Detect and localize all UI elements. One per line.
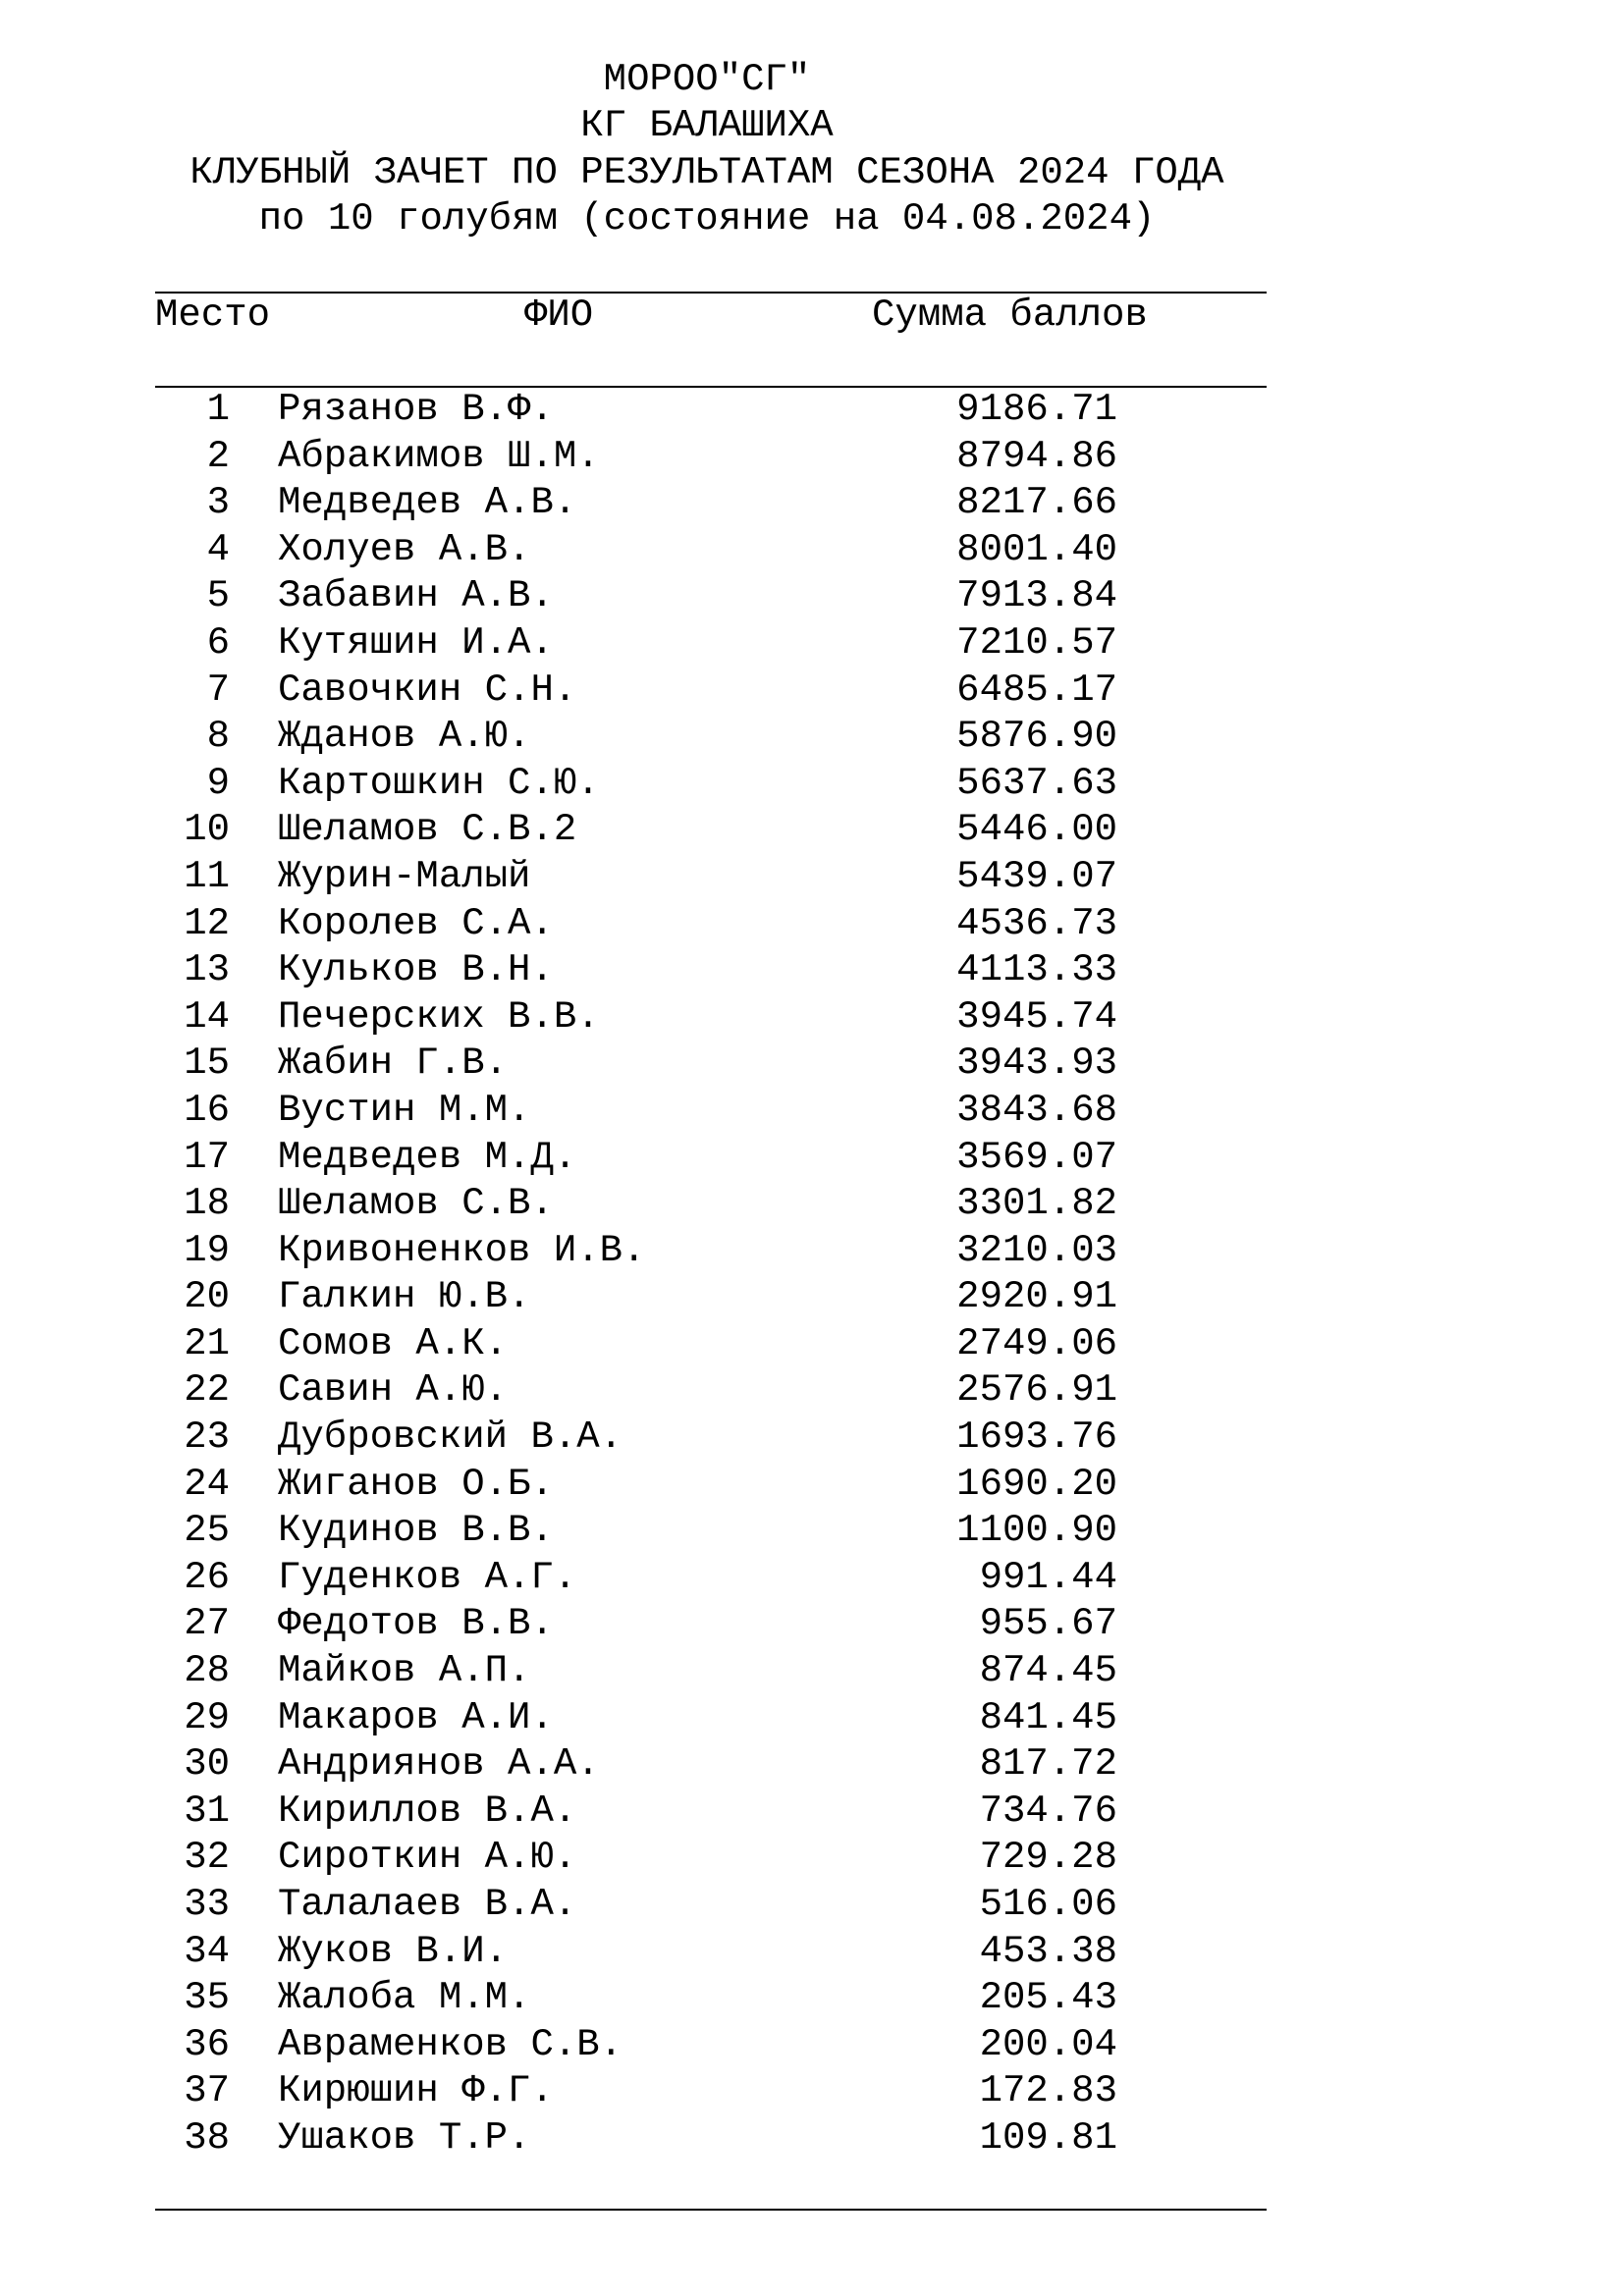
- name-cell: Федотов В.В.: [278, 1602, 554, 1646]
- place-cell: 36: [184, 2022, 230, 2066]
- table-row: [0, 1975, 1624, 2022]
- place-cell: 7: [206, 667, 230, 712]
- name-cell: Шеламов С.В.: [278, 1182, 554, 1226]
- name-cell: Талалаев В.А.: [278, 1883, 577, 1926]
- org-title: МОРОО"СГ": [603, 58, 811, 101]
- place-cell: 29: [184, 1695, 230, 1739]
- place-cell: 3: [206, 481, 230, 525]
- score-cell: 874.45: [979, 1649, 1117, 1693]
- table-row: [0, 1462, 1624, 1509]
- name-cell: Холуев А.В.: [278, 527, 531, 571]
- table-row: [0, 1648, 1624, 1695]
- table-row: [0, 994, 1624, 1041]
- name-cell: Андриянов А.А.: [278, 1742, 600, 1787]
- name-cell: Ушаков Т.Р.: [278, 2115, 531, 2160]
- place-cell: 17: [184, 1135, 230, 1179]
- table-row: [0, 761, 1624, 808]
- score-cell: 5439.07: [956, 854, 1117, 898]
- score-cell: 2576.91: [956, 1368, 1117, 1413]
- name-cell: Жданов А.Ю.: [278, 715, 531, 759]
- table-row: [0, 2022, 1624, 2069]
- name-cell: Кривоненков И.В.: [278, 1228, 646, 1272]
- score-cell: 3210.03: [956, 1228, 1117, 1272]
- name-cell: Жалоба М.М.: [278, 1976, 531, 2020]
- name-cell: Забавин А.В.: [278, 574, 554, 618]
- club-title: КГ БАЛАШИХА: [580, 104, 834, 147]
- score-cell: 4113.33: [956, 948, 1117, 992]
- name-cell: Шеламов С.В.2: [278, 808, 577, 852]
- place-cell: 34: [184, 1929, 230, 1973]
- place-cell: 38: [184, 2115, 230, 2160]
- score-cell: 5876.90: [956, 715, 1117, 759]
- name-cell: Дубровский В.А.: [278, 1415, 623, 1460]
- table-row: [0, 807, 1624, 854]
- column-header-name: ФИО: [524, 294, 594, 337]
- name-cell: Кутяшин И.А.: [278, 620, 554, 665]
- name-cell: Печерских В.В.: [278, 994, 600, 1039]
- bottom-divider: [155, 2209, 1267, 2211]
- table-row: [0, 1929, 1624, 1976]
- score-cell: 3301.82: [956, 1182, 1117, 1226]
- score-cell: 8794.86: [956, 434, 1117, 478]
- table-row: [0, 1274, 1624, 1321]
- table-row: [0, 901, 1624, 948]
- place-cell: 11: [184, 854, 230, 898]
- score-cell: 3943.93: [956, 1041, 1117, 1086]
- table-row: [0, 387, 1624, 434]
- table-row: [0, 2068, 1624, 2115]
- place-cell: 8: [206, 715, 230, 759]
- score-cell: 2920.91: [956, 1275, 1117, 1319]
- score-cell: 8217.66: [956, 481, 1117, 525]
- results-table: [0, 387, 1624, 2163]
- table-row: [0, 480, 1624, 527]
- name-cell: Жуков В.И.: [278, 1929, 509, 1973]
- score-cell: 3569.07: [956, 1135, 1117, 1179]
- name-cell: Королев С.А.: [278, 901, 554, 945]
- name-cell: Гуденков А.Г.: [278, 1555, 577, 1599]
- name-cell: Журин-Малый: [278, 854, 531, 898]
- table-row: [0, 1181, 1624, 1228]
- name-cell: Авраменков С.В.: [278, 2022, 623, 2066]
- score-cell: 817.72: [979, 1742, 1117, 1787]
- score-cell: 991.44: [979, 1555, 1117, 1599]
- table-row: [0, 1228, 1624, 1275]
- score-cell: 109.81: [979, 2115, 1117, 2160]
- place-cell: 6: [206, 620, 230, 665]
- place-cell: 23: [184, 1415, 230, 1460]
- place-cell: 21: [184, 1321, 230, 1365]
- name-cell: Вустин М.М.: [278, 1088, 531, 1132]
- place-cell: 5: [206, 574, 230, 618]
- name-cell: Макаров А.И.: [278, 1695, 554, 1739]
- table-row: [0, 2115, 1624, 2163]
- table-row: [0, 854, 1624, 901]
- score-cell: 3843.68: [956, 1088, 1117, 1132]
- name-cell: Кирюшин Ф.Г.: [278, 2069, 554, 2113]
- name-cell: Картошкин С.Ю.: [278, 761, 600, 805]
- place-cell: 1: [206, 388, 230, 431]
- report-subtitle: по 10 голубям (состояние на 04.08.2024): [258, 197, 1156, 240]
- table-row: [0, 714, 1624, 761]
- name-cell: Савин А.Ю.: [278, 1368, 509, 1413]
- place-cell: 13: [184, 948, 230, 992]
- table-row: [0, 1088, 1624, 1135]
- table-row: [0, 667, 1624, 715]
- name-cell: Медведев М.Д.: [278, 1135, 577, 1179]
- table-row: [0, 573, 1624, 620]
- name-cell: Кириллов В.А.: [278, 1789, 577, 1833]
- column-header-score: Сумма баллов: [872, 294, 1148, 337]
- score-cell: 955.67: [979, 1602, 1117, 1646]
- table-row: [0, 947, 1624, 994]
- score-cell: 8001.40: [956, 527, 1117, 571]
- name-cell: Жиганов О.Б.: [278, 1462, 554, 1506]
- place-cell: 20: [184, 1275, 230, 1319]
- name-cell: Медведев А.В.: [278, 481, 577, 525]
- table-row: [0, 1321, 1624, 1368]
- report-title: КЛУБНЫЙ ЗАЧЕТ ПО РЕЗУЛЬТАТАМ СЕЗОНА 2024 ГОДА: [189, 151, 1224, 194]
- score-cell: 2749.06: [956, 1321, 1117, 1365]
- score-cell: 205.43: [979, 1976, 1117, 2020]
- place-cell: 18: [184, 1182, 230, 1226]
- place-cell: 27: [184, 1602, 230, 1646]
- place-cell: 9: [206, 761, 230, 805]
- table-row: [0, 1041, 1624, 1088]
- score-cell: 1693.76: [956, 1415, 1117, 1460]
- place-cell: 2: [206, 434, 230, 478]
- table-row: [0, 1601, 1624, 1648]
- score-cell: 7210.57: [956, 620, 1117, 665]
- place-cell: 14: [184, 994, 230, 1039]
- score-cell: 734.76: [979, 1789, 1117, 1833]
- name-cell: Рязанов В.Ф.: [278, 388, 554, 431]
- name-cell: Майков А.П.: [278, 1649, 531, 1693]
- place-cell: 22: [184, 1368, 230, 1413]
- place-cell: 31: [184, 1789, 230, 1833]
- name-cell: Савочкин С.Н.: [278, 667, 577, 712]
- place-cell: 26: [184, 1555, 230, 1599]
- table-row: [0, 1835, 1624, 1882]
- score-cell: 3945.74: [956, 994, 1117, 1039]
- score-cell: 4536.73: [956, 901, 1117, 945]
- place-cell: 12: [184, 901, 230, 945]
- score-cell: 1100.90: [956, 1509, 1117, 1553]
- score-cell: 5637.63: [956, 761, 1117, 805]
- place-cell: 4: [206, 527, 230, 571]
- place-cell: 19: [184, 1228, 230, 1272]
- score-cell: 6485.17: [956, 667, 1117, 712]
- place-cell: 35: [184, 1976, 230, 2020]
- table-row: [0, 1555, 1624, 1602]
- table-row: [0, 1741, 1624, 1789]
- name-cell: Жабин Г.В.: [278, 1041, 509, 1086]
- table-row: [0, 1367, 1624, 1415]
- table-row: [0, 620, 1624, 667]
- name-cell: Галкин Ю.В.: [278, 1275, 531, 1319]
- table-row: [0, 434, 1624, 481]
- place-cell: 16: [184, 1088, 230, 1132]
- table-row: [0, 1695, 1624, 1742]
- score-cell: 200.04: [979, 2022, 1117, 2066]
- table-row: [0, 1789, 1624, 1836]
- score-cell: 172.83: [979, 2069, 1117, 2113]
- place-cell: 30: [184, 1742, 230, 1787]
- name-cell: Кудинов В.В.: [278, 1509, 554, 1553]
- place-cell: 25: [184, 1509, 230, 1553]
- score-cell: 453.38: [979, 1929, 1117, 1973]
- score-cell: 516.06: [979, 1883, 1117, 1926]
- table-row: [0, 1882, 1624, 1929]
- place-cell: 33: [184, 1883, 230, 1926]
- score-cell: 841.45: [979, 1695, 1117, 1739]
- name-cell: Сомов А.К.: [278, 1321, 509, 1365]
- score-cell: 7913.84: [956, 574, 1117, 618]
- name-cell: Кульков В.Н.: [278, 948, 554, 992]
- place-cell: 37: [184, 2069, 230, 2113]
- score-cell: 729.28: [979, 1836, 1117, 1880]
- name-cell: Сироткин А.Ю.: [278, 1836, 577, 1880]
- place-cell: 10: [184, 808, 230, 852]
- table-row: [0, 1508, 1624, 1555]
- score-cell: 1690.20: [956, 1462, 1117, 1506]
- score-cell: 5446.00: [956, 808, 1117, 852]
- place-cell: 24: [184, 1462, 230, 1506]
- place-cell: 15: [184, 1041, 230, 1086]
- place-cell: 32: [184, 1836, 230, 1880]
- table-row: [0, 1415, 1624, 1462]
- table-row: [0, 527, 1624, 574]
- score-cell: 9186.71: [956, 388, 1117, 431]
- column-header-place: Место: [155, 294, 271, 337]
- table-row: [0, 1135, 1624, 1182]
- place-cell: 28: [184, 1649, 230, 1693]
- name-cell: Абракимов Ш.М.: [278, 434, 600, 478]
